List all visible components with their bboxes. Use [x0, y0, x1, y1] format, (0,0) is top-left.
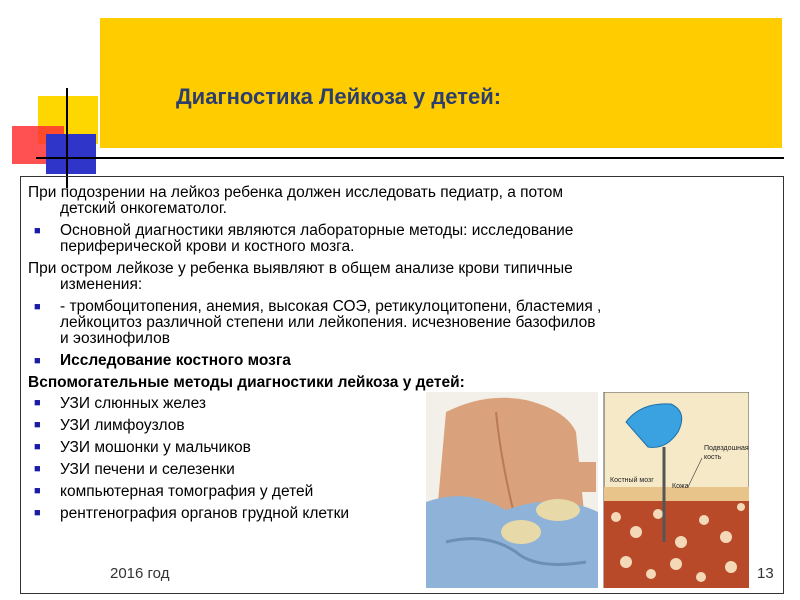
bullet-icon: ■ [34, 485, 41, 497]
paragraph-pediatr [28, 185, 773, 217]
title-banner [100, 18, 782, 148]
puncture-illustration-svg [426, 392, 749, 588]
list-item-label: УЗИ печени и селезенки [60, 461, 235, 478]
decor-horizontal-line [36, 157, 784, 159]
text-line: и эозинофилов [60, 330, 170, 347]
list-item-label: рентгенография органов грудной клетки [60, 505, 350, 522]
decor-vertical-line [66, 88, 68, 188]
text-line: детский онкогематолог. [60, 200, 227, 217]
paragraph-lab-methods [28, 223, 773, 255]
bullet-icon: ■ [34, 397, 41, 409]
label-iliac-bone: Подвздошная кость [704, 445, 749, 461]
bullet-icon: ■ [34, 301, 41, 313]
list-item-label: УЗИ слюнных желез [60, 395, 206, 412]
slide-title: Диагностика Лейкоза у детей: [176, 84, 502, 109]
list-item-label: компьютерная томография у детей [60, 483, 314, 500]
list-item-label: УЗИ лимфоузлов [60, 417, 185, 434]
bullet-icon: ■ [34, 225, 41, 237]
list-item-label: УЗИ мошонки у мальчиков [60, 439, 251, 456]
bone-marrow-puncture-illustration [426, 392, 749, 588]
paragraph-blood-analysis [28, 261, 773, 293]
bullet-icon: ■ [34, 419, 41, 431]
paragraph-aux-heading [28, 375, 773, 391]
bullet-icon: ■ [34, 355, 41, 367]
gloved-hand-right [536, 499, 580, 521]
label-skin: Кожа [672, 483, 689, 490]
text-line: периферической крови и костного мозга. [60, 238, 355, 255]
footer-year: 2016 год [110, 565, 170, 582]
text-line: - тромбоцитопения, анемия, высокая СОЭ, ретикулоцитопени, бластемия , [60, 298, 602, 315]
doctor-arm [556, 462, 596, 492]
paragraph-changes [28, 299, 773, 347]
text-line: Исследование костного мозга [60, 352, 291, 369]
bullet-icon: ■ [34, 441, 41, 453]
paragraph-bone-marrow [28, 353, 773, 369]
text-line: При остром лейкозе у ребенка выявляют в общем анализе крови типичные [28, 260, 573, 277]
text-line: изменения: [60, 276, 143, 293]
text-line: Вспомогательные методы диагностики лейкоза у детей: [28, 374, 465, 391]
text-line: Основной диагностики являются лабораторные методы: исследование [60, 222, 574, 239]
bullet-icon: ■ [34, 507, 41, 519]
decor-blue-square [46, 134, 96, 174]
page-number: 13 [757, 565, 774, 582]
label-bone-marrow: Костный мозг [610, 477, 654, 484]
bullet-icon: ■ [34, 463, 41, 475]
text-line: лейкоцитоз различной степени или лейкопения. исчезновение базофилов [60, 314, 596, 331]
text-line: При подозрении на лейкоз ребенка должен исследовать педиатр, а потом [28, 184, 564, 201]
gloved-hand-left [501, 520, 541, 544]
